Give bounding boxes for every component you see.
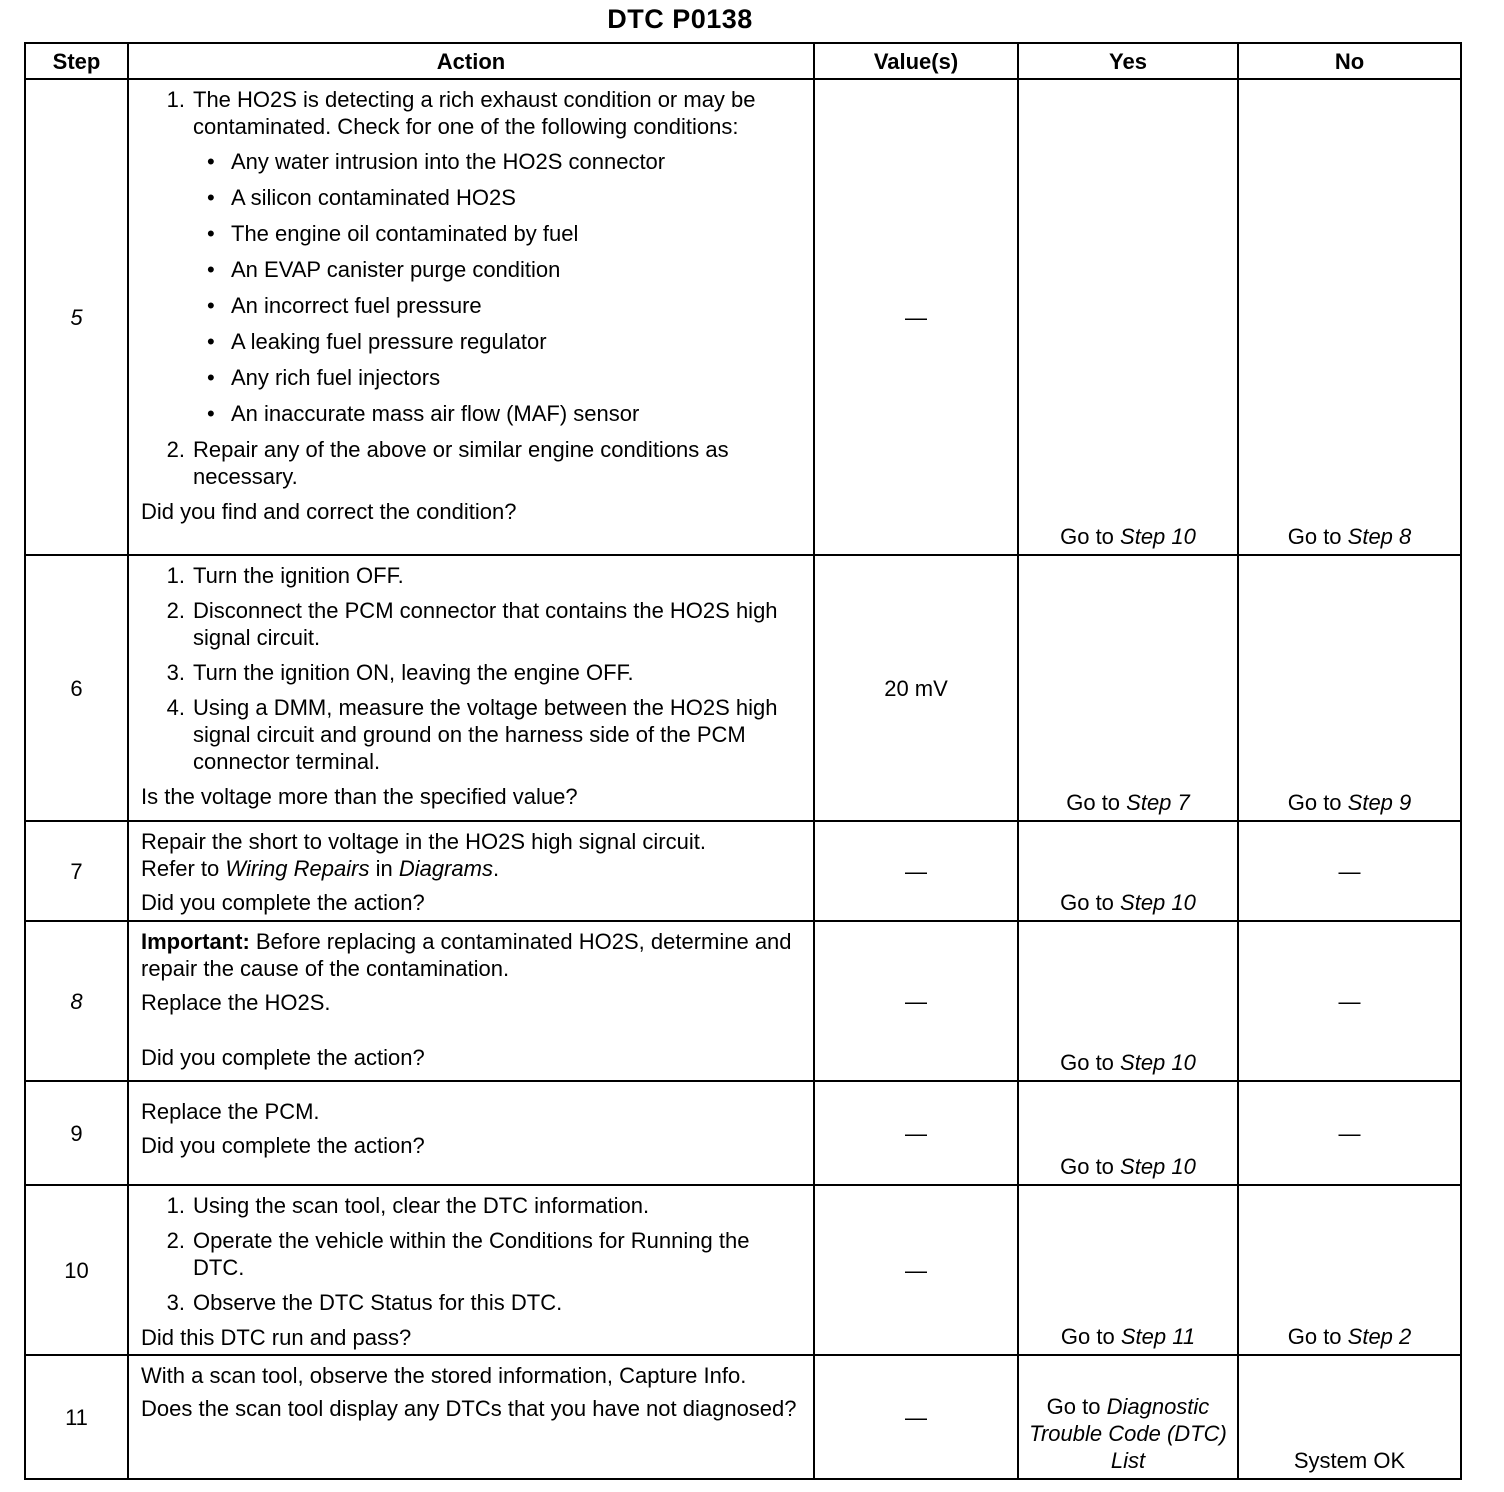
- action-item: 1. Using the scan tool, clear the DTC information.: [166, 1193, 650, 1218]
- yes-cell: Go to Step 10: [1018, 921, 1238, 1081]
- action-item: 4. Using a DMM, measure the voltage between the HO2S high signal circuit and ground on the harness side of the PCM connector terminal.: [166, 695, 778, 774]
- yes-cell: Go to Step 11: [1018, 1185, 1238, 1355]
- yes-cell: Go to Step 7: [1018, 555, 1238, 821]
- value-cell: —: [814, 1355, 1018, 1479]
- dtc-table: [24, 42, 1462, 1480]
- step-number: 8: [25, 921, 128, 1081]
- bullet-item: • Any rich fuel injectors: [207, 365, 441, 390]
- table-row-step-9: [25, 1081, 1461, 1185]
- question-text: Is the voltage more than the specified value?: [141, 784, 578, 809]
- yes-cell: Go to Step 10: [1018, 79, 1238, 555]
- important-note: Important: Before replacing a contaminated HO2S, determine and repair the cause of the contamination.: [141, 929, 792, 981]
- header-step: Step: [25, 43, 128, 79]
- table-row-step-8: [25, 921, 1461, 1081]
- action-text: Replace the PCM.: [141, 1099, 320, 1124]
- no-cell: —: [1238, 1081, 1461, 1185]
- no-link[interactable]: Step 8: [1347, 524, 1412, 549]
- value-cell: —: [814, 821, 1018, 921]
- action-item: 1. The HO2S is detecting a rich exhaust condition or may be contaminated. Check for one of the following conditions:: [166, 87, 756, 139]
- action-cell: [128, 921, 814, 1081]
- header-yes: Yes: [1018, 43, 1238, 79]
- action-cell: [128, 1185, 814, 1355]
- no-cell: Go to Step 2: [1238, 1185, 1461, 1355]
- table-row-step-11: [25, 1355, 1461, 1479]
- no-link[interactable]: Step 9: [1347, 790, 1412, 815]
- question-text: Does the scan tool display any DTCs that you have not diagnosed?: [141, 1396, 797, 1421]
- action-item: 3. Observe the DTC Status for this DTC.: [166, 1290, 563, 1315]
- no-cell: —: [1238, 921, 1461, 1081]
- header-value: Value(s): [814, 43, 1018, 79]
- no-cell: Go to Step 9: [1238, 555, 1461, 821]
- bullet-item: • An EVAP canister purge condition: [207, 257, 561, 282]
- table-row-step-10: [25, 1185, 1461, 1355]
- yes-link[interactable]: Diagnostic Trouble Code (DTC) List: [1029, 1394, 1227, 1473]
- action-item: 2. Operate the vehicle within the Conditions for Running the DTC.: [166, 1228, 750, 1280]
- action-cell: [128, 1355, 814, 1479]
- question-text: Did you complete the action?: [141, 1045, 425, 1070]
- step-number: 10: [25, 1185, 128, 1355]
- question-text: Did you complete the action?: [141, 1133, 425, 1158]
- header-action: Action: [128, 43, 814, 79]
- bullet-item: • Any water intrusion into the HO2S connector: [207, 149, 666, 174]
- yes-link[interactable]: Step 7: [1126, 790, 1190, 815]
- no-cell: —: [1238, 821, 1461, 921]
- header-no: No: [1238, 43, 1461, 79]
- no-cell: Go to Step 8: [1238, 79, 1461, 555]
- step-number: 6: [25, 555, 128, 821]
- yes-link[interactable]: Step 10: [1120, 524, 1196, 549]
- question-text: Did this DTC run and pass?: [141, 1325, 412, 1350]
- bullet-item: • A leaking fuel pressure regulator: [207, 329, 547, 354]
- no-cell: System OK: [1238, 1355, 1461, 1479]
- action-cell: [128, 555, 814, 821]
- yes-link[interactable]: Step 11: [1120, 1324, 1196, 1349]
- step-number: 7: [25, 821, 128, 921]
- question-text: Did you complete the action?: [141, 890, 425, 915]
- action-cell: [128, 1081, 814, 1185]
- yes-cell: Go to Step 10: [1018, 1081, 1238, 1185]
- value-cell: —: [814, 921, 1018, 1081]
- value-cell: —: [814, 1081, 1018, 1185]
- table-row-step-5: [25, 79, 1461, 555]
- step-number: 5: [25, 79, 128, 555]
- value-cell: —: [814, 1185, 1018, 1355]
- bullet-item: • A silicon contaminated HO2S: [207, 185, 516, 210]
- yes-cell: Go to Diagnostic Trouble Code (DTC) List: [1018, 1355, 1238, 1479]
- value-cell: 20 mV: [814, 555, 1018, 821]
- bullet-item: • An incorrect fuel pressure: [207, 293, 482, 318]
- bullet-item: • An inaccurate mass air flow (MAF) sensor: [207, 401, 640, 426]
- yes-link[interactable]: Step 10: [1120, 890, 1196, 915]
- action-item: 3. Turn the ignition ON, leaving the engine OFF.: [166, 660, 634, 685]
- table-row-step-6: [25, 555, 1461, 821]
- value-cell: —: [814, 79, 1018, 555]
- action-cell: [128, 821, 814, 921]
- action-text: Repair the short to voltage in the HO2S high signal circuit.: [141, 829, 706, 854]
- question-text: Did you find and correct the condition?: [141, 499, 517, 524]
- bullet-item: • The engine oil contaminated by fuel: [207, 221, 579, 246]
- table-row-step-7: [25, 821, 1461, 921]
- action-item: 2. Disconnect the PCM connector that contains the HO2S high signal circuit.: [166, 598, 778, 650]
- no-link[interactable]: Step 2: [1347, 1324, 1412, 1349]
- header-row: [25, 43, 1461, 79]
- action-text: Refer to Wiring Repairs in Diagrams.: [141, 856, 500, 881]
- step-number: 9: [25, 1081, 128, 1185]
- page-title: DTC P0138: [607, 4, 753, 34]
- yes-cell: Go to Step 10: [1018, 821, 1238, 921]
- action-item: 2. Repair any of the above or similar engine conditions as necessary.: [166, 437, 729, 489]
- yes-link[interactable]: Step 10: [1120, 1154, 1196, 1179]
- action-cell: [128, 79, 814, 555]
- action-item: 1. Turn the ignition OFF.: [166, 563, 404, 588]
- step-number: 11: [25, 1355, 128, 1479]
- action-text: Replace the HO2S.: [141, 990, 331, 1015]
- yes-link[interactable]: Step 10: [1120, 1050, 1196, 1075]
- action-text: With a scan tool, observe the stored information, Capture Info.: [141, 1363, 747, 1388]
